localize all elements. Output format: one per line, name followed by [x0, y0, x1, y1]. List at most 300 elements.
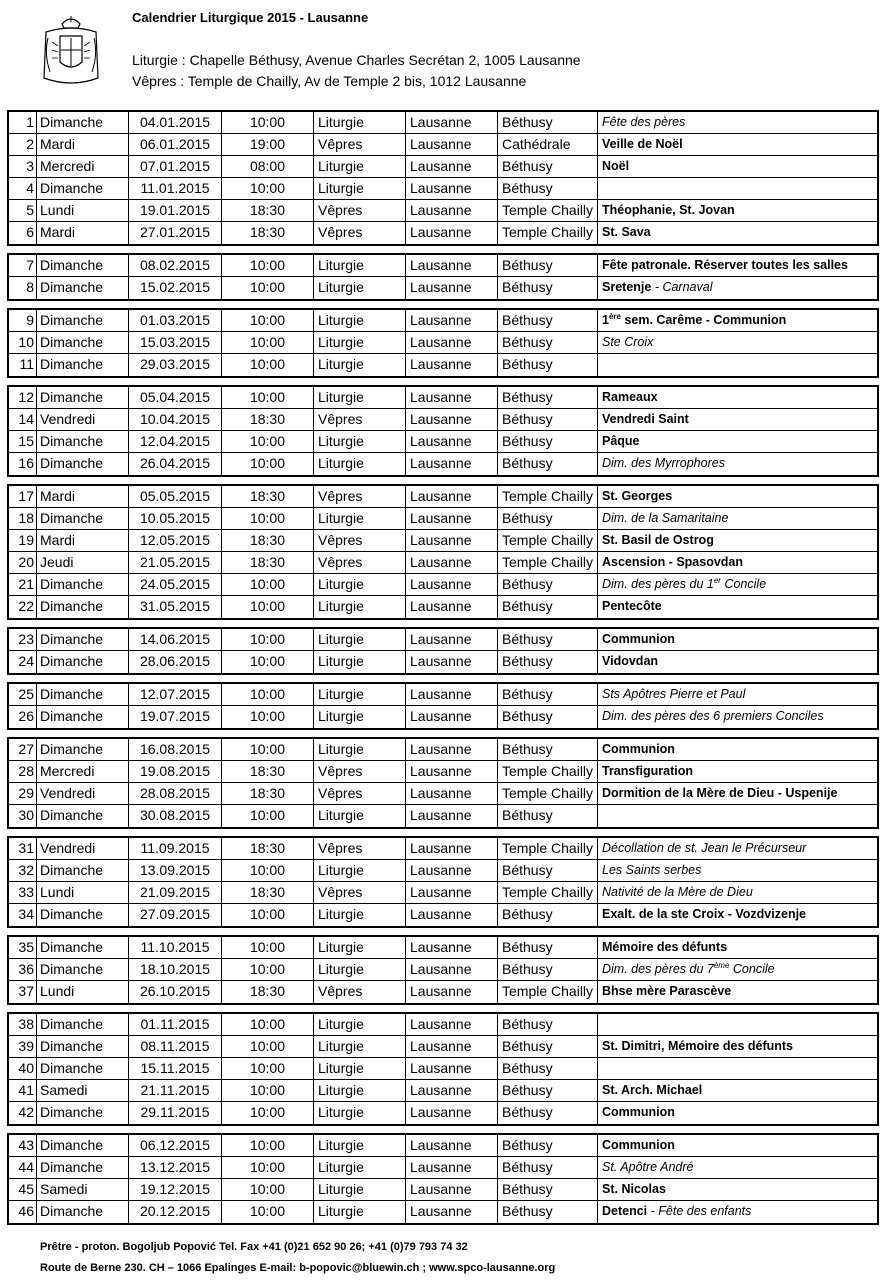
table-row — [9, 981, 877, 1003]
event-note-cell — [598, 409, 877, 430]
event-note-cell — [598, 1135, 877, 1156]
event-note-cell — [598, 332, 877, 353]
row-number: 38 — [9, 1014, 37, 1035]
time-cell: 10:00 — [222, 706, 314, 728]
service-cell: Liturgie — [314, 1058, 406, 1079]
city-cell: Lausanne — [406, 387, 498, 408]
row-number: 33 — [9, 882, 37, 903]
weekday-cell: Dimanche — [37, 310, 129, 331]
time-cell: 10:00 — [222, 1014, 314, 1035]
date-cell: 06.12.2015 — [129, 1135, 222, 1156]
service-cell: Liturgie — [314, 387, 406, 408]
place-cell: Béthusy — [498, 332, 598, 353]
date-cell: 15.03.2015 — [129, 332, 222, 353]
event-note-text: Dim. des Myrrophores — [602, 456, 725, 470]
table-row — [9, 706, 877, 728]
weekday-cell: Samedi — [37, 1179, 129, 1200]
date-cell: 10.04.2015 — [129, 409, 222, 430]
row-number: 12 — [9, 387, 37, 408]
event-note-cell — [598, 596, 877, 618]
table-row — [9, 156, 877, 178]
service-cell: Liturgie — [314, 354, 406, 376]
event-note-text: Mémoire des défunts — [602, 940, 728, 954]
event-note-cell — [598, 200, 877, 221]
time-cell: 10:00 — [222, 684, 314, 705]
date-cell: 21.05.2015 — [129, 552, 222, 573]
date-cell: 20.12.2015 — [129, 1201, 222, 1223]
weekday-cell: Dimanche — [37, 651, 129, 673]
weekday-cell: Mardi — [37, 222, 129, 244]
place-cell: Béthusy — [498, 629, 598, 650]
row-number: 4 — [9, 178, 37, 199]
date-cell: 24.05.2015 — [129, 574, 222, 595]
weekday-cell: Dimanche — [37, 354, 129, 376]
event-note-cell — [598, 761, 877, 782]
event-note-cell — [598, 486, 877, 507]
event-note-cell — [598, 552, 877, 573]
event-note-text: Dim. des pères du 1 — [602, 577, 714, 591]
table-row — [9, 860, 877, 882]
row-number: 41 — [9, 1080, 37, 1101]
row-number: 27 — [9, 739, 37, 760]
date-cell: 28.06.2015 — [129, 651, 222, 673]
event-note-cell — [598, 354, 877, 376]
service-cell: Vêpres — [314, 882, 406, 903]
place-cell: Béthusy — [498, 1179, 598, 1200]
table-row — [9, 255, 877, 277]
event-note-text: Dormition de la Mère de Dieu - Uspenije — [602, 786, 838, 800]
weekday-cell: Vendredi — [37, 838, 129, 859]
service-cell: Liturgie — [314, 310, 406, 331]
city-cell: Lausanne — [406, 354, 498, 376]
weekday-cell: Dimanche — [37, 1058, 129, 1079]
table-row — [9, 574, 877, 596]
city-cell: Lausanne — [406, 1201, 498, 1223]
city-cell: Lausanne — [406, 651, 498, 673]
place-cell: Temple Chailly — [498, 200, 598, 221]
row-number: 2 — [9, 134, 37, 155]
place-cell: Temple Chailly — [498, 981, 598, 1003]
table-row — [9, 761, 877, 783]
place-cell: Béthusy — [498, 112, 598, 133]
time-cell: 10:00 — [222, 310, 314, 331]
row-number: 30 — [9, 805, 37, 827]
weekday-cell: Lundi — [37, 200, 129, 221]
row-number: 31 — [9, 838, 37, 859]
city-cell: Lausanne — [406, 783, 498, 804]
service-cell: Liturgie — [314, 332, 406, 353]
city-cell: Lausanne — [406, 310, 498, 331]
weekday-cell: Mardi — [37, 486, 129, 507]
place-cell: Béthusy — [498, 937, 598, 958]
table-row — [9, 805, 877, 827]
time-cell: 10:00 — [222, 1157, 314, 1178]
row-number: 34 — [9, 904, 37, 926]
city-cell: Lausanne — [406, 937, 498, 958]
event-note-superscript: ème — [713, 960, 730, 970]
table-row — [9, 178, 877, 200]
event-note-text: Dim. des pères des 6 premiers Conciles — [602, 709, 824, 723]
row-number: 19 — [9, 530, 37, 551]
row-number: 18 — [9, 508, 37, 529]
event-note-suffix: sem. Carême - Communion — [620, 313, 787, 327]
weekday-cell: Dimanche — [37, 1102, 129, 1124]
weekday-cell: Dimanche — [37, 332, 129, 353]
time-cell: 19:00 — [222, 134, 314, 155]
weekday-cell: Mercredi — [37, 761, 129, 782]
event-note-text: Théophanie, St. Jovan — [602, 203, 735, 217]
date-cell: 15.02.2015 — [129, 277, 222, 299]
event-note-cell — [598, 1201, 877, 1223]
event-note-text: St. Apôtre André — [602, 1160, 694, 1174]
time-cell: 18:30 — [222, 783, 314, 804]
event-note-suffix: - Carnaval — [651, 280, 713, 294]
service-cell: Liturgie — [314, 112, 406, 133]
row-number: 6 — [9, 222, 37, 244]
weekday-cell: Vendredi — [37, 409, 129, 430]
table-row — [9, 486, 877, 508]
place-cell: Béthusy — [498, 1201, 598, 1223]
service-cell: Liturgie — [314, 574, 406, 595]
table-row — [9, 596, 877, 618]
row-number: 36 — [9, 959, 37, 980]
time-cell: 10:00 — [222, 629, 314, 650]
city-cell: Lausanne — [406, 904, 498, 926]
weekday-cell: Dimanche — [37, 805, 129, 827]
place-cell: Béthusy — [498, 596, 598, 618]
event-note-cell — [598, 959, 877, 980]
table-row — [9, 904, 877, 926]
time-cell: 10:00 — [222, 1058, 314, 1079]
weekday-cell: Dimanche — [37, 1135, 129, 1156]
event-note-cell — [598, 255, 877, 276]
time-cell: 18:30 — [222, 981, 314, 1003]
time-cell: 10:00 — [222, 904, 314, 926]
city-cell: Lausanne — [406, 1058, 498, 1079]
place-cell: Temple Chailly — [498, 222, 598, 244]
service-cell: Liturgie — [314, 805, 406, 827]
service-cell: Vêpres — [314, 552, 406, 573]
place-cell: Béthusy — [498, 310, 598, 331]
service-cell: Liturgie — [314, 739, 406, 760]
city-cell: Lausanne — [406, 838, 498, 859]
row-number: 32 — [9, 860, 37, 881]
month-block — [7, 1012, 879, 1126]
place-cell: Béthusy — [498, 156, 598, 177]
weekday-cell: Dimanche — [37, 574, 129, 595]
service-cell: Vêpres — [314, 409, 406, 430]
place-cell: Béthusy — [498, 860, 598, 881]
event-note-text: Noël — [602, 159, 630, 173]
time-cell: 08:00 — [222, 156, 314, 177]
table-row — [9, 959, 877, 981]
vepres-address: Vêpres : Temple de Chailly, Av de Temple 2 bis, 1012 Lausanne — [132, 73, 527, 89]
place-cell: Béthusy — [498, 1135, 598, 1156]
weekday-cell: Jeudi — [37, 552, 129, 573]
time-cell: 10:00 — [222, 1036, 314, 1057]
month-block — [7, 484, 879, 620]
place-cell: Béthusy — [498, 574, 598, 595]
event-note-cell — [598, 156, 877, 177]
row-number: 20 — [9, 552, 37, 573]
city-cell: Lausanne — [406, 1157, 498, 1178]
table-row — [9, 277, 877, 299]
event-note-cell — [598, 805, 877, 827]
event-note-text: Veille de Noël — [602, 137, 683, 151]
weekday-cell: Dimanche — [37, 959, 129, 980]
event-note-text: Nativité de la Mère de Dieu — [602, 885, 753, 899]
event-note-text: Communion — [602, 742, 675, 756]
weekday-cell: Dimanche — [37, 431, 129, 452]
event-note-cell — [598, 783, 877, 804]
row-number: 22 — [9, 596, 37, 618]
service-cell: Vêpres — [314, 783, 406, 804]
time-cell: 10:00 — [222, 277, 314, 299]
table-row — [9, 530, 877, 552]
month-block — [7, 836, 879, 928]
service-cell: Liturgie — [314, 651, 406, 673]
place-cell: Cathédrale — [498, 134, 598, 155]
row-number: 25 — [9, 684, 37, 705]
table-row — [9, 739, 877, 761]
month-block — [7, 1133, 879, 1225]
city-cell: Lausanne — [406, 860, 498, 881]
weekday-cell: Dimanche — [37, 739, 129, 760]
time-cell: 10:00 — [222, 508, 314, 529]
table-row — [9, 1157, 877, 1179]
row-number: 44 — [9, 1157, 37, 1178]
table-row — [9, 112, 877, 134]
date-cell: 07.01.2015 — [129, 156, 222, 177]
place-cell: Béthusy — [498, 1014, 598, 1035]
service-cell: Liturgie — [314, 706, 406, 728]
event-note-cell — [598, 453, 877, 475]
time-cell: 10:00 — [222, 860, 314, 881]
date-cell: 31.05.2015 — [129, 596, 222, 618]
place-cell: Béthusy — [498, 387, 598, 408]
place-cell: Temple Chailly — [498, 486, 598, 507]
event-note-text: Detenci — [602, 1204, 648, 1218]
service-cell: Vêpres — [314, 222, 406, 244]
row-number: 40 — [9, 1058, 37, 1079]
date-cell: 06.01.2015 — [129, 134, 222, 155]
city-cell: Lausanne — [406, 178, 498, 199]
place-cell: Temple Chailly — [498, 552, 598, 573]
place-cell: Temple Chailly — [498, 882, 598, 903]
event-note-text: Fête patronale. Réserver toutes les salles — [602, 258, 848, 272]
event-note-suffix: Concile — [729, 962, 775, 976]
time-cell: 10:00 — [222, 1179, 314, 1200]
month-block — [7, 253, 879, 301]
place-cell: Béthusy — [498, 805, 598, 827]
date-cell: 11.09.2015 — [129, 838, 222, 859]
date-cell: 21.09.2015 — [129, 882, 222, 903]
row-number: 3 — [9, 156, 37, 177]
weekday-cell: Samedi — [37, 1080, 129, 1101]
place-cell: Béthusy — [498, 1036, 598, 1057]
date-cell: 12.07.2015 — [129, 684, 222, 705]
table-row — [9, 838, 877, 860]
coat-of-arms-logo — [40, 14, 102, 88]
event-note-text: St. Basil de Ostrog — [602, 533, 714, 547]
row-number: 35 — [9, 937, 37, 958]
event-note-cell — [598, 1179, 877, 1200]
time-cell: 10:00 — [222, 1201, 314, 1223]
date-cell: 05.05.2015 — [129, 486, 222, 507]
service-cell: Vêpres — [314, 761, 406, 782]
date-cell: 27.09.2015 — [129, 904, 222, 926]
time-cell: 18:30 — [222, 552, 314, 573]
time-cell: 10:00 — [222, 354, 314, 376]
place-cell: Béthusy — [498, 1058, 598, 1079]
weekday-cell: Dimanche — [37, 112, 129, 133]
month-block — [7, 385, 879, 477]
month-block — [7, 308, 879, 378]
place-cell: Temple Chailly — [498, 530, 598, 551]
table-row — [9, 629, 877, 651]
service-cell: Vêpres — [314, 486, 406, 507]
event-note-cell — [598, 684, 877, 705]
date-cell: 11.10.2015 — [129, 937, 222, 958]
service-cell: Liturgie — [314, 959, 406, 980]
table-row — [9, 354, 877, 376]
time-cell: 18:30 — [222, 530, 314, 551]
table-row — [9, 882, 877, 904]
time-cell: 10:00 — [222, 574, 314, 595]
place-cell: Béthusy — [498, 453, 598, 475]
table-row — [9, 684, 877, 706]
service-cell: Liturgie — [314, 431, 406, 452]
date-cell: 21.11.2015 — [129, 1080, 222, 1101]
place-cell: Temple Chailly — [498, 838, 598, 859]
event-note-cell — [598, 1036, 877, 1057]
city-cell: Lausanne — [406, 156, 498, 177]
table-row — [9, 134, 877, 156]
event-note-text: Rameaux — [602, 390, 658, 404]
service-cell: Liturgie — [314, 1080, 406, 1101]
city-cell: Lausanne — [406, 761, 498, 782]
time-cell: 10:00 — [222, 1135, 314, 1156]
event-note-cell — [598, 981, 877, 1003]
date-cell: 28.08.2015 — [129, 783, 222, 804]
time-cell: 10:00 — [222, 937, 314, 958]
event-note-text: Communion — [602, 632, 675, 646]
service-cell: Vêpres — [314, 134, 406, 155]
date-cell: 13.12.2015 — [129, 1157, 222, 1178]
event-note-cell — [598, 1080, 877, 1101]
date-cell: 01.03.2015 — [129, 310, 222, 331]
event-note-text: Communion — [602, 1138, 675, 1152]
city-cell: Lausanne — [406, 200, 498, 221]
event-note-cell — [598, 431, 877, 452]
event-note-cell — [598, 739, 877, 760]
service-cell: Liturgie — [314, 178, 406, 199]
table-row — [9, 387, 877, 409]
schedule-table — [7, 110, 879, 1232]
place-cell: Béthusy — [498, 1080, 598, 1101]
event-note-text: Exalt. de la ste Croix - Vozdvizenje — [602, 907, 806, 921]
service-cell: Liturgie — [314, 277, 406, 299]
time-cell: 18:30 — [222, 761, 314, 782]
event-note-text: Pâque — [602, 434, 640, 448]
date-cell: 04.01.2015 — [129, 112, 222, 133]
event-note-cell — [598, 1014, 877, 1035]
event-note-cell — [598, 838, 877, 859]
city-cell: Lausanne — [406, 706, 498, 728]
event-note-superscript: er — [713, 575, 721, 585]
place-cell: Béthusy — [498, 706, 598, 728]
weekday-cell: Lundi — [37, 981, 129, 1003]
service-cell: Vêpres — [314, 981, 406, 1003]
city-cell: Lausanne — [406, 1080, 498, 1101]
date-cell: 19.01.2015 — [129, 200, 222, 221]
place-cell: Béthusy — [498, 431, 598, 452]
date-cell: 15.11.2015 — [129, 1058, 222, 1079]
weekday-cell: Dimanche — [37, 387, 129, 408]
event-note-cell — [598, 1157, 877, 1178]
place-cell: Béthusy — [498, 409, 598, 430]
place-cell: Béthusy — [498, 1157, 598, 1178]
city-cell: Lausanne — [406, 1036, 498, 1057]
date-cell: 10.05.2015 — [129, 508, 222, 529]
weekday-cell: Dimanche — [37, 706, 129, 728]
row-number: 37 — [9, 981, 37, 1003]
table-row — [9, 222, 877, 244]
event-note-text: Pentecôte — [602, 599, 662, 613]
city-cell: Lausanne — [406, 1102, 498, 1124]
city-cell: Lausanne — [406, 332, 498, 353]
row-number: 29 — [9, 783, 37, 804]
date-cell: 12.05.2015 — [129, 530, 222, 551]
event-note-cell — [598, 1102, 877, 1124]
city-cell: Lausanne — [406, 959, 498, 980]
time-cell: 10:00 — [222, 255, 314, 276]
time-cell: 18:30 — [222, 222, 314, 244]
place-cell: Béthusy — [498, 508, 598, 529]
date-cell: 18.10.2015 — [129, 959, 222, 980]
date-cell: 05.04.2015 — [129, 387, 222, 408]
event-note-text: Vendredi Saint — [602, 412, 689, 426]
date-cell: 29.11.2015 — [129, 1102, 222, 1124]
time-cell: 10:00 — [222, 332, 314, 353]
time-cell: 18:30 — [222, 200, 314, 221]
event-note-cell — [598, 112, 877, 133]
service-cell: Vêpres — [314, 200, 406, 221]
row-number: 43 — [9, 1135, 37, 1156]
place-cell: Béthusy — [498, 255, 598, 276]
place-cell: Béthusy — [498, 354, 598, 376]
row-number: 9 — [9, 310, 37, 331]
event-note-cell — [598, 178, 877, 199]
city-cell: Lausanne — [406, 112, 498, 133]
table-row — [9, 200, 877, 222]
time-cell: 10:00 — [222, 596, 314, 618]
place-cell: Béthusy — [498, 651, 598, 673]
event-note-cell — [598, 222, 877, 244]
row-number: 5 — [9, 200, 37, 221]
weekday-cell: Mardi — [37, 134, 129, 155]
row-number: 8 — [9, 277, 37, 299]
city-cell: Lausanne — [406, 134, 498, 155]
service-cell: Liturgie — [314, 255, 406, 276]
row-number: 17 — [9, 486, 37, 507]
event-note-text: Transfiguration — [602, 764, 693, 778]
weekday-cell: Dimanche — [37, 1014, 129, 1035]
city-cell: Lausanne — [406, 409, 498, 430]
event-note-cell — [598, 277, 877, 299]
table-row — [9, 937, 877, 959]
row-number: 11 — [9, 354, 37, 376]
